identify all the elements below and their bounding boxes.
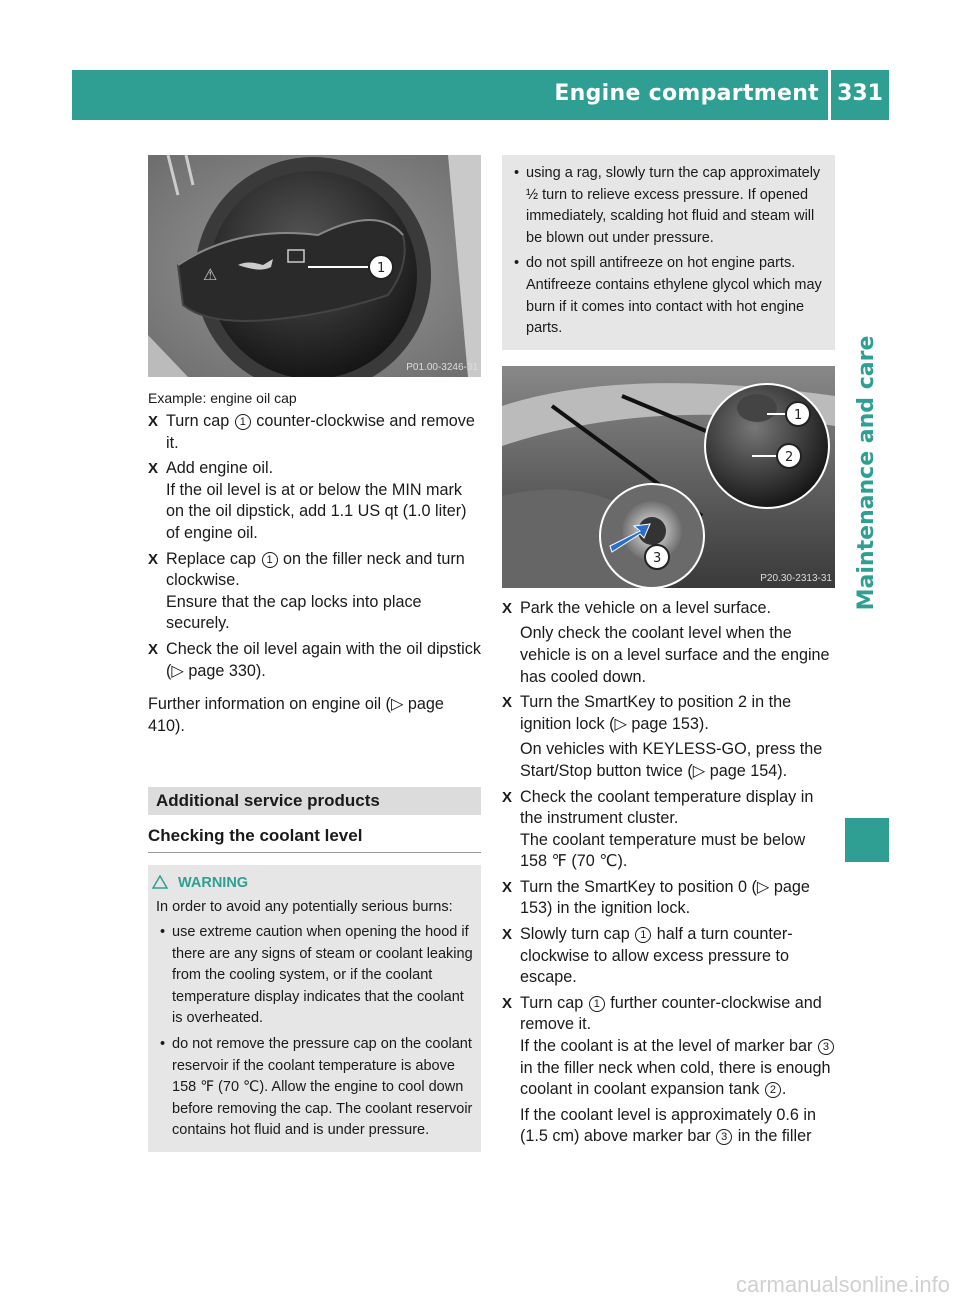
warning-title: WARNING: [156, 873, 473, 895]
warning-intro: In order to avoid any potentially serious burns:: [156, 898, 453, 915]
callout-ref-3: 3: [818, 1039, 834, 1055]
side-tab-label: Maintenance and care: [854, 335, 880, 610]
page-number: 331: [837, 81, 883, 106]
header-separator: [828, 70, 831, 120]
step-turn-cap: X Turn cap 1 counter-clockwise and remove it.: [148, 412, 475, 452]
side-tab: [845, 135, 889, 810]
step-slowly-turn-cap: X Slowly turn cap 1 half a turn counter-clockwise to allow excess pressure to escape.: [502, 925, 793, 987]
warning-icon: [152, 875, 168, 889]
callout-ref-2: 2: [765, 1082, 781, 1098]
step-check-temperature: X Check the coolant temperature display in the instrument cluster. The coolant temperature must be below 158 ℉ (70 ℃).: [502, 787, 814, 871]
warning-bullet: • do not remove the pressure cap on the coolant reservoir if the coolant temperature is above 158 ℉ (70 ℃). Allow the engine to cool down before removing the cap. The coolant reservoir contains hot fluid and is under pressure.: [160, 1036, 473, 1139]
svg-text:⚠: ⚠: [203, 265, 218, 284]
callout-ref-3: 3: [716, 1129, 732, 1145]
step-arrow-icon: X: [148, 460, 159, 478]
step-arrow-icon: X: [148, 550, 159, 568]
callout-ref-1: 1: [235, 414, 251, 430]
watermark: carmanualsonline.info: [735, 1272, 950, 1298]
warning-box-continued: [502, 155, 835, 350]
callout-ref-1: 1: [589, 996, 605, 1012]
warning-box: [148, 865, 481, 1152]
step-smartkey-position-2: X Turn the SmartKey to position 2 in the ignition lock (▷ page 153). On vehicles with KEYLESS-GO, press the Start/Stop button twice (▷ page 154).: [502, 693, 823, 780]
step-arrow-icon: X: [148, 640, 159, 658]
oil-cap-illustration: [148, 155, 481, 377]
callout-1: 1: [794, 407, 803, 423]
side-tab-marker: [845, 818, 889, 862]
step-park-vehicle: X Park the vehicle on a level surface. Only check the coolant level when the vehicle is on a level surface and the engine has cooled down.: [502, 598, 830, 686]
figure-code: P20.30-2313-31: [760, 572, 832, 584]
step-arrow-icon: X: [502, 878, 513, 896]
step-smartkey-position-0: X Turn the SmartKey to position 0 (▷ page 153) in the ignition lock.: [502, 877, 810, 918]
further-info: Further information on engine oil (▷ page 410).: [148, 695, 444, 735]
warning-bullet: • use extreme caution when opening the hood if there are any signs of steam or coolant leaking from the cooling system, or if the coolant temperature display indicates that the coolant is overheated.: [160, 924, 473, 1027]
figure-caption: Example: engine oil cap: [148, 390, 297, 406]
right-column: [502, 155, 835, 1148]
coolant-figure: [502, 366, 835, 588]
section-title: Additional service products: [148, 787, 481, 815]
warning-bullet: • using a rag, slowly turn the cap approximately ½ turn to relieve excess pressure. If opened immediately, scalding hot fluid and steam will be blown out under pressure.: [514, 165, 821, 246]
step-check-oil: X Check the oil level again with the oil dipstick (▷ page 330).: [148, 639, 481, 680]
warning-bullet: • do not spill antifreeze on hot engine parts. Antifreeze contains ethylene glycol which may burn if it comes into contact with hot engine parts.: [514, 255, 822, 337]
step-remove-cap: X Turn cap 1 further counter-clockwise and remove it. If the coolant is at the level of marker bar 3 in the filler neck when cold, there is enough coolant in coolant expansion tank 2 . If the coolant level is approximately 0.6 in (1.5 cm) above marker bar 3 in the filler: [502, 993, 835, 1148]
step-arrow-icon: X: [148, 413, 159, 430]
step-arrow-icon: X: [502, 694, 513, 712]
coolant-reservoir-illustration: [502, 366, 835, 588]
callout-ref-1: 1: [262, 552, 278, 568]
left-column: [148, 155, 481, 1152]
callout-1: 1: [377, 261, 386, 276]
callout-ref-1: 1: [635, 927, 651, 943]
subheading: Checking the coolant level: [148, 825, 481, 853]
step-arrow-icon: X: [502, 788, 513, 806]
step-replace-cap: X Replace cap 1 on the filler neck and turn clockwise. Ensure that the cap locks into place securely.: [148, 549, 465, 633]
header-bar: [72, 70, 889, 120]
step-arrow-icon: X: [502, 599, 513, 617]
oil-cap-figure: [148, 155, 481, 377]
callout-2: 2: [785, 449, 794, 465]
step-add-oil: X Add engine oil. If the oil level is at or below the MIN mark on the oil dipstick, add 1.1 US qt (1.0 liter) of engine oil.: [148, 459, 467, 542]
step-arrow-icon: X: [502, 994, 513, 1012]
figure-code: P01.00-3246-31: [406, 362, 478, 373]
page-title: Engine compartment: [554, 81, 819, 106]
step-arrow-icon: X: [502, 926, 513, 944]
callout-3: 3: [653, 550, 662, 566]
